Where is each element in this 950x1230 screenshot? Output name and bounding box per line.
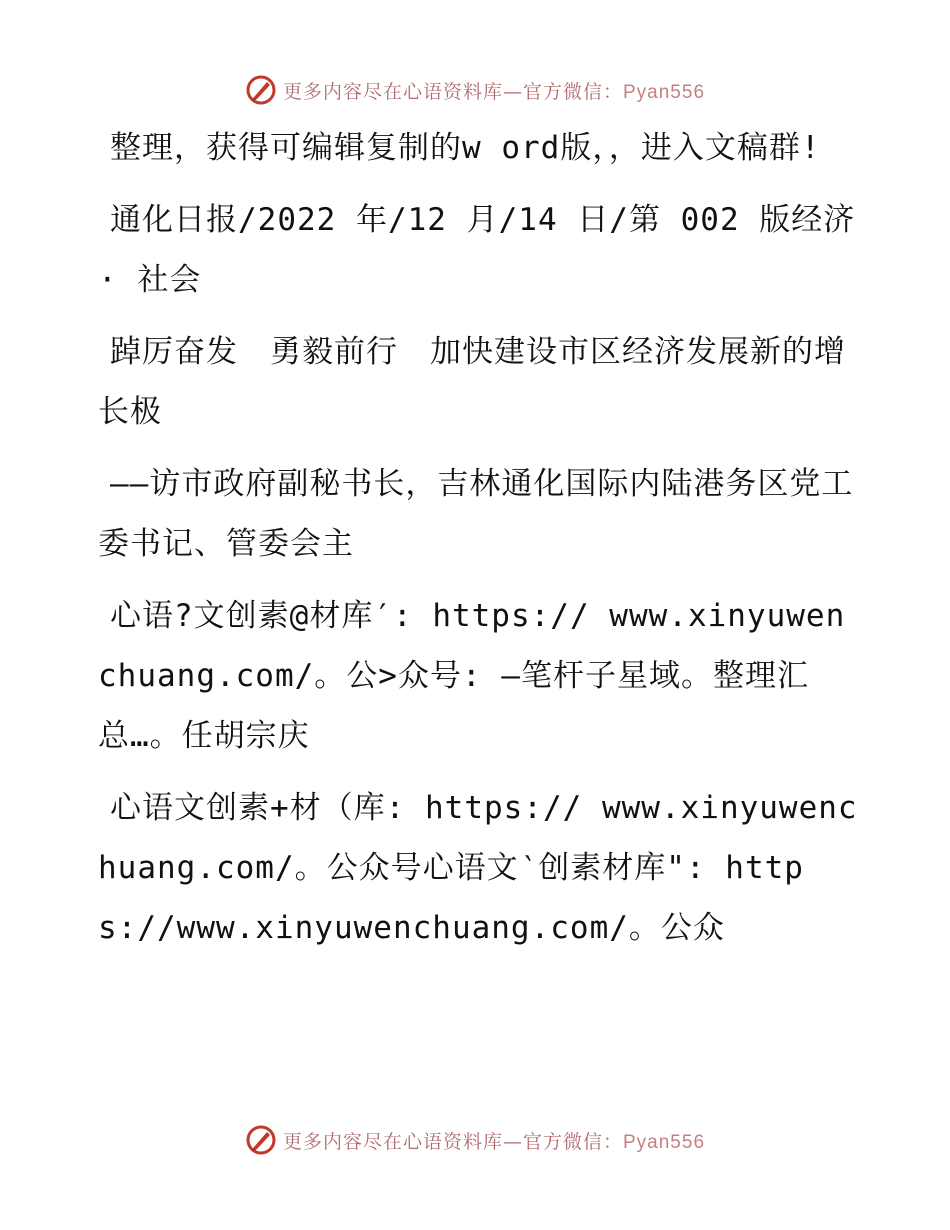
pen-logo-icon (245, 74, 277, 106)
pen-logo-icon (245, 1124, 277, 1156)
header-banner (0, 70, 950, 110)
paragraph-source: 通化日报/2022 年/12 月/14 日/第 002 版经济 · 社会 (98, 202, 856, 298)
banner-text (283, 77, 705, 104)
paragraph-watermark-1: 心语?文创素@材库′: https:// www.xinyuwenchuang.com/。公>众号: —笔杆子星域。整理汇总…。任胡宗庆 (98, 598, 846, 754)
banner-label: 更多内容尽在心语资料库—官方微信： (282, 80, 623, 103)
document-body (98, 118, 858, 970)
footer-banner (0, 1120, 950, 1160)
paragraph-intro: 整理，获得可编辑复制的w ord版，，进入文稿群! (110, 130, 821, 166)
paragraph-subtitle: ——访市政府副秘书长，吉林通化国际内陆港务区党工委书记、管委会主 (98, 466, 854, 562)
paragraph-headline: 踔厉奋发 勇毅前行 加快建设市区经济发展新的增长极 (98, 334, 846, 430)
banner-text (283, 1127, 705, 1154)
banner-label: 更多内容尽在心语资料库—官方微信： (282, 1130, 623, 1153)
paragraph-watermark-2: 心语文创素+材（库: https:// www.xinyuwenchuang.com/。公众号心语文‵创素材库": https://www.xinyuwenchuang.com/。公众 (98, 790, 858, 946)
banner-wechat-id: Pyan556 (623, 81, 706, 103)
banner-wechat-id: Pyan556 (623, 1131, 706, 1153)
